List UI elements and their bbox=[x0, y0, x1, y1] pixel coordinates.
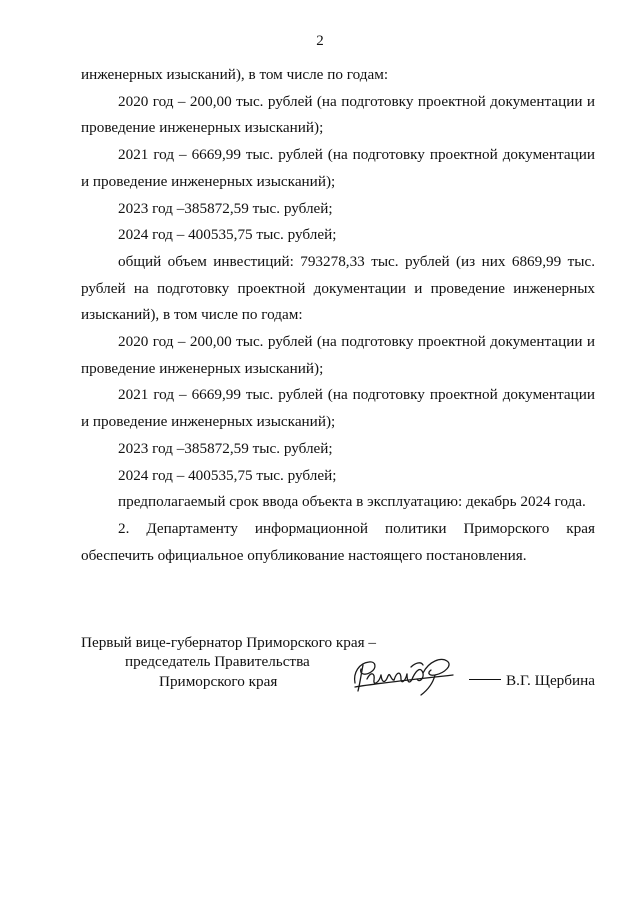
paragraph: инженерных изысканий), в том числе по годам: bbox=[81, 66, 389, 83]
signature-dash bbox=[469, 679, 501, 680]
paragraph: 2020 год – 200,00 тыс. рублей (на подготовку проектной документации и проведение инженерных изысканий); bbox=[81, 92, 595, 137]
paragraph: 2024 год – 400535,75 тыс. рублей; bbox=[118, 226, 337, 244]
signatory-position-line-3: Приморского края bbox=[159, 673, 278, 690]
paragraph: 2024 год – 400535,75 тыс. рублей; bbox=[118, 466, 337, 484]
paragraph: 2023 год –385872,59 тыс. рублей; bbox=[118, 199, 333, 217]
body-text bbox=[81, 62, 595, 569]
paragraph: предполагаемый срок ввода объекта в эксплуатацию: декабрь 2024 года. bbox=[118, 493, 586, 511]
paragraph: 2. Департаменту информационной политики Приморского края обеспечить официальное опубликование настоящего постановления. bbox=[81, 519, 595, 564]
handwritten-signature bbox=[349, 653, 459, 698]
paragraph: общий объем инвестиций: 793278,33 тыс. рублей (из них 6869,99 тыс. рублей на подготовку проектной документации и проведение инженерных изысканий), в том числе по годам: bbox=[81, 252, 595, 324]
signature-block bbox=[81, 633, 595, 703]
signatory-name: В.Г. Щербина bbox=[506, 672, 595, 689]
paragraph: 2021 год – 6669,99 тыс. рублей (на подготовку проектной документации и проведение инженерных изысканий); bbox=[81, 386, 595, 431]
paragraph: 2021 год – 6669,99 тыс. рублей (на подготовку проектной документации и проведение инженерных изысканий); bbox=[81, 146, 595, 190]
paragraph: 2023 год –385872,59 тыс. рублей; bbox=[118, 439, 333, 457]
page-number: 2 bbox=[316, 33, 324, 49]
signatory-position-line-1: Первый вице-губернатор Приморского края – bbox=[81, 634, 376, 651]
paragraph: 2020 год – 200,00 тыс. рублей (на подготовку проектной документации и проведение инженерных изысканий); bbox=[81, 333, 595, 377]
signatory-position-line-2: председатель Правительства bbox=[125, 653, 310, 670]
